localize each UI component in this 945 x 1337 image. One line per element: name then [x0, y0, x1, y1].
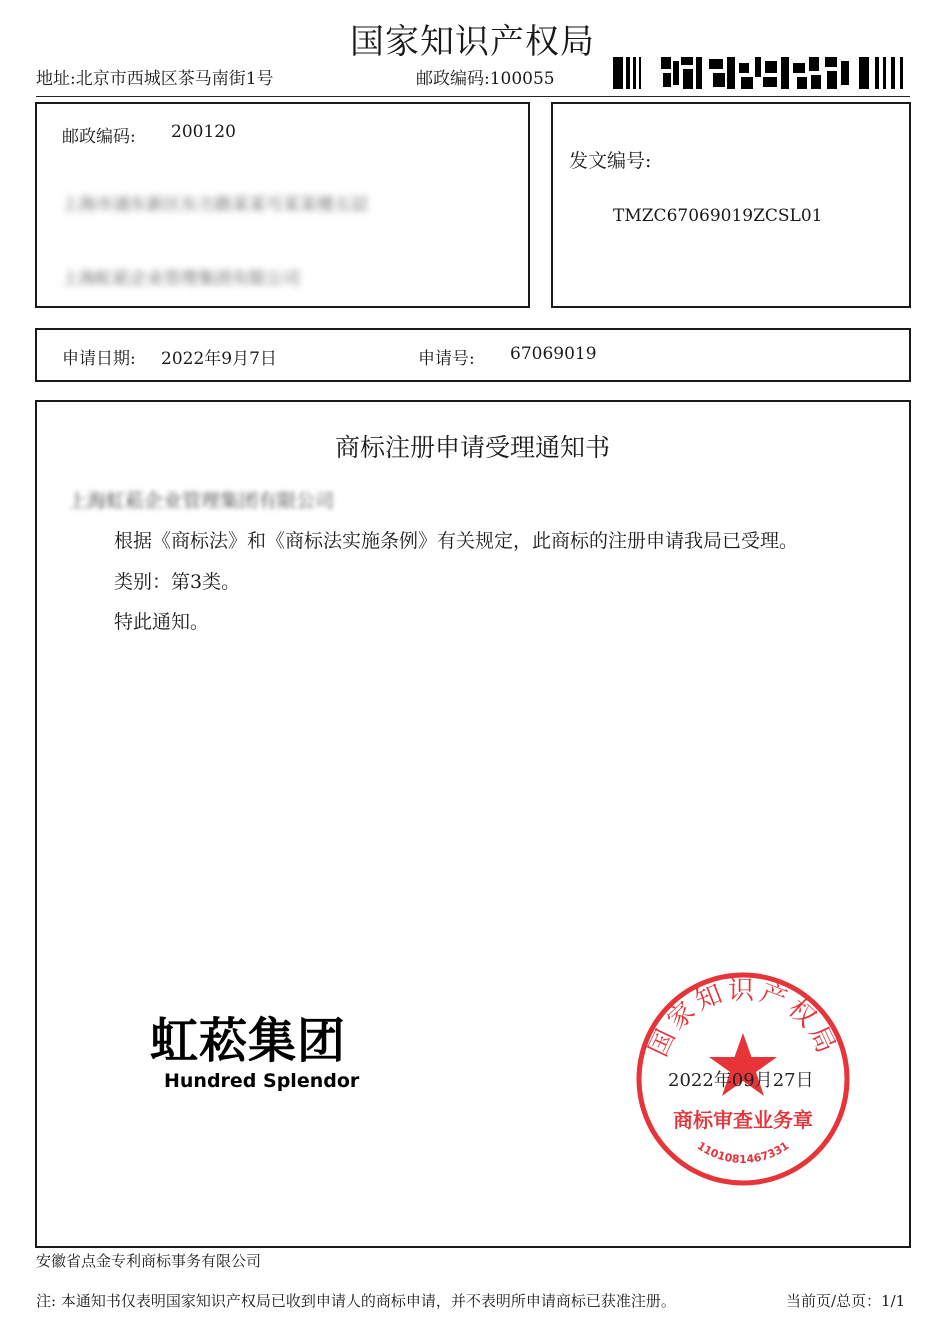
svg-text:1101081467331 — [695, 1139, 792, 1166]
footer-note: 注: 本通知书仅表明国家知识产权局已收到申请人的商标申请，并不表明所申请商标已获准注册。 — [36, 1292, 676, 1310]
document-number-label: 发文编号: — [569, 150, 652, 172]
document-number-box — [551, 102, 911, 308]
agent-name: 安徽省点金专利商标事务有限公司 — [36, 1252, 262, 1270]
application-info-box — [35, 328, 911, 382]
recipient-box — [35, 102, 530, 308]
notice-body-line: 根据《商标法》和《商标法实施条例》有关规定，此商标的注册申请我局已受理。 — [114, 530, 799, 552]
trademark-name-en: Hundred Splendor — [164, 1070, 360, 1092]
application-number-label: 申请号: — [418, 349, 475, 369]
seal-top-text: 国家知识产权局 — [643, 976, 843, 1062]
application-date-value: 2022年9月7日 — [161, 349, 277, 369]
recipient-address-redacted: 上海市浦东新区东方路某某号某某楼五层 — [62, 195, 368, 215]
application-date-label: 申请日期: — [62, 349, 136, 369]
recipient-company-redacted: 上海虹菘企业管理集团有限公司 — [62, 269, 300, 289]
page-indicator: 当前页/总页：1/1 — [786, 1292, 906, 1310]
notice-heading: 商标注册申请受理通知书 — [334, 433, 610, 462]
notice-class-line: 类别：第3类。 — [114, 571, 241, 593]
office-title: 国家知识产权局 — [350, 22, 595, 62]
office-postal-code: 邮政编码:100055 — [416, 69, 555, 89]
recipient-postal-code: 200120 — [171, 122, 236, 142]
office-address: 地址:北京市西城区茶马南街1号 — [36, 69, 274, 89]
seal-bottom-text: 商标审查业务章 — [673, 1108, 813, 1132]
application-number-value: 67069019 — [510, 344, 597, 364]
document-number-value: TMZC67069019ZCSL01 — [613, 206, 823, 226]
header-divider — [36, 96, 910, 97]
document-barcode — [613, 57, 906, 89]
notice-closing-line: 特此通知。 — [114, 611, 210, 633]
trademark-image — [130, 930, 382, 1154]
trademark-name-cn: 虹菘集团 — [150, 1013, 347, 1069]
recipient-postal-label: 邮政编码: — [62, 127, 136, 147]
notice-applicant-redacted: 上海虹菘企业管理集团有限公司 — [68, 490, 335, 512]
issue-date: 2022年09月27日 — [668, 1070, 814, 1091]
seal-serial: 1101081467331 — [694, 1139, 792, 1166]
